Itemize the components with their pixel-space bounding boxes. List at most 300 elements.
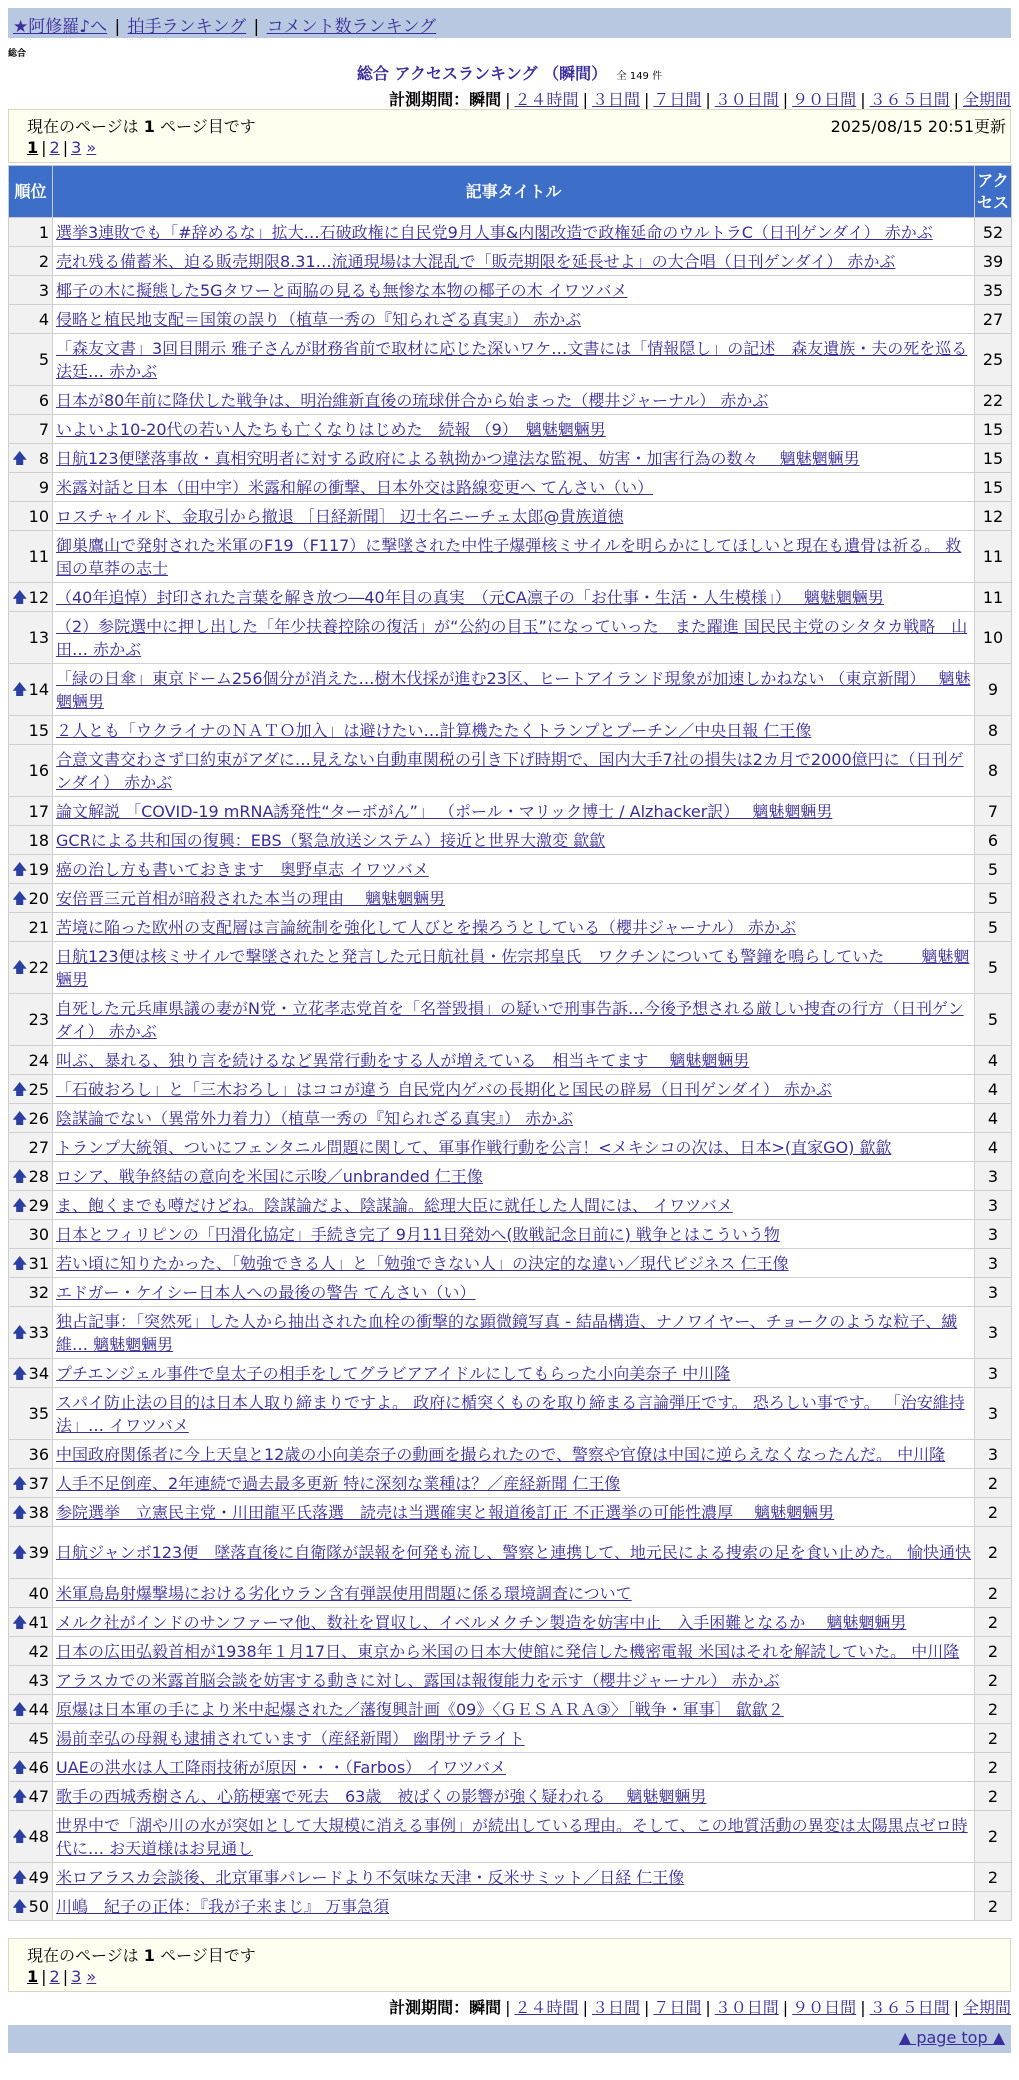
page-indicator-pre: 現在のページは xyxy=(27,1946,139,1965)
article-link[interactable]: 「緑の日傘」東京ドーム256個分が消えた…樹木伐採が進む23区、ヒートアイランド現象が加速しかねない （東京新聞） 魑魅魍魎男 xyxy=(56,668,971,711)
title-cell xyxy=(53,1666,975,1695)
title-cell xyxy=(53,942,975,994)
title-cell xyxy=(53,1359,975,1388)
table-row xyxy=(9,1220,1012,1249)
article-link[interactable]: メルク社がインドのサンファーマ他、数社を買収し、イベルメクチン製造を妨害中止 入手困難となるか 魑魅魍魎男 xyxy=(56,1612,907,1632)
access-count: 3 xyxy=(975,1359,1012,1388)
table-row xyxy=(9,664,1012,716)
table-row xyxy=(9,502,1012,531)
title-cell xyxy=(53,1608,975,1637)
title-cell xyxy=(53,884,975,913)
rank-cell xyxy=(9,1388,53,1440)
article-link[interactable]: 合意文書交わさず口約束がアダに…見えない自動車関税の引き下げ時期で、国内大手7社の損失は2カ月で2000億円に（日刊ゲンダイ） 赤かぶ xyxy=(56,749,964,792)
article-link[interactable]: 叫ぶ、暴れる、独り言を続けるなど異常行動をする人が増えている 相当キてます 魑魅魍魎男 xyxy=(56,1050,750,1070)
clap-ranking-link[interactable]: 拍手ランキング xyxy=(127,17,247,37)
rank-number: 26 xyxy=(28,1108,49,1128)
title-cell xyxy=(53,1892,975,1921)
table-row xyxy=(9,276,1012,305)
page-info-bottom xyxy=(8,1938,1011,1992)
article-link[interactable]: 癌の治し方も書いておきます 奥野卓志 イワツバメ xyxy=(56,859,429,879)
rank-cell xyxy=(9,218,53,247)
rank-number: 8 xyxy=(38,448,49,468)
title-cell xyxy=(53,1162,975,1191)
arrow-up-icon: 🡅 xyxy=(12,1612,28,1631)
pager-page-link[interactable]: 2 xyxy=(49,138,60,157)
article-link[interactable]: トランプ大統領、ついにフェンタニル問題に関して、軍事作戦行動を公言！<メキシコの次は、日本>(直家GO) 歙歙 xyxy=(56,1137,892,1157)
article-link[interactable]: アラスカでの米露首脳会談を妨害する動きに対し、露国は報復能力を示す（櫻井ジャーナル） 赤かぶ xyxy=(56,1670,780,1690)
period-separator: | xyxy=(860,1998,866,2017)
period-separator: | xyxy=(860,90,866,109)
period-label: 計測期間： xyxy=(389,90,470,109)
title-cell xyxy=(53,1695,975,1724)
rank-cell xyxy=(9,1579,53,1608)
article-link[interactable]: 日本の広田弘毅首相が1938年１月17日、東京から米国の日本大使館に発信した機密電報 米国はそれを解読していた。 中川隆 xyxy=(56,1641,960,1661)
rank-cell xyxy=(9,1637,53,1666)
rank-number: 37 xyxy=(28,1473,49,1493)
rank-number: 20 xyxy=(28,888,49,908)
period-option[interactable]: ３６５日間 xyxy=(869,1998,950,2017)
table-row xyxy=(9,913,1012,942)
access-count: 3 xyxy=(975,1191,1012,1220)
title-cell xyxy=(53,583,975,612)
rank-number: 19 xyxy=(28,859,49,879)
rank-cell xyxy=(9,1666,53,1695)
rank-cell xyxy=(9,1608,53,1637)
arrow-up-icon: 🡅 xyxy=(12,1195,28,1214)
table-row xyxy=(9,1359,1012,1388)
period-option[interactable]: ３日間 xyxy=(591,1998,640,2017)
period-option[interactable]: ９０日間 xyxy=(792,90,857,109)
title-cell xyxy=(53,1782,975,1811)
article-link[interactable]: 米露対話と日本（田中宇）米露和解の衝撃、日本外交は路線変更へ てんさい（い） xyxy=(56,477,654,497)
rank-cell xyxy=(9,664,53,716)
article-link[interactable]: ロスチャイルド、金取引から撤退 ［日経新聞］ 辺士名ニーチェ太郎@貴族道徳 xyxy=(56,506,624,526)
access-count: 2 xyxy=(975,1695,1012,1724)
table-row xyxy=(9,1608,1012,1637)
rank-cell xyxy=(9,415,53,444)
access-count: 35 xyxy=(975,276,1012,305)
title-cell xyxy=(53,826,975,855)
article-link[interactable]: 安倍晋三元首相が暗殺された本当の理由 魑魅魍魎男 xyxy=(56,888,446,908)
table-row xyxy=(9,1892,1012,1921)
access-count: 2 xyxy=(975,1579,1012,1608)
rank-cell xyxy=(9,612,53,664)
period-selector-bottom xyxy=(389,1995,1011,2018)
article-link[interactable]: 若い頃に知りたかった、「勉強できる人」と「勉強できない人」の決定的な違い／現代ビジネス 仁王像 xyxy=(56,1253,789,1273)
access-count: 3 xyxy=(975,1162,1012,1191)
rank-number: 36 xyxy=(28,1444,49,1464)
table-row xyxy=(9,583,1012,612)
table-row xyxy=(9,1579,1012,1608)
period-selector-top xyxy=(389,87,1011,110)
article-link[interactable]: 選挙3連敗でも「#辞めるな」拡大…石破政権に自民党9月人事&内閣改造で政権延命のウルトラC（日刊ゲンダイ） 赤かぶ xyxy=(56,222,933,242)
comment-ranking-link[interactable]: コメント数ランキング xyxy=(266,17,437,37)
rank-cell xyxy=(9,1440,53,1469)
period-separator: | xyxy=(643,1998,650,2017)
article-link[interactable]: 人手不足倒産、2年連続で過去最多更新 特に深刻な業種は？／産経新聞 仁王像 xyxy=(56,1473,621,1493)
rank-cell xyxy=(9,855,53,884)
rank-cell xyxy=(9,305,53,334)
rank-number: 2 xyxy=(38,251,49,271)
arrow-up-icon: 🡅 xyxy=(12,1166,28,1185)
table-row xyxy=(9,1469,1012,1498)
rank-number: 25 xyxy=(28,1079,49,1099)
rank-cell xyxy=(9,884,53,913)
rank-number: 28 xyxy=(28,1166,49,1186)
article-link[interactable]: 歌手の西城秀樹さん、心筋梗塞で死去 63歳 被ばくの影響が強く疑われる 魑魅魍魎男 xyxy=(56,1786,707,1806)
article-link[interactable]: 米ロアラスカ会談後、北京軍事パレードより不気味な天津・反米サミット／日経 仁王像 xyxy=(56,1867,685,1887)
title-cell xyxy=(53,1220,975,1249)
category-label: 総合 xyxy=(8,49,27,59)
access-count: 4 xyxy=(975,1075,1012,1104)
table-row xyxy=(9,1278,1012,1307)
rank-number: 10 xyxy=(28,506,49,526)
rank-number: 32 xyxy=(28,1282,49,1302)
period-option[interactable]: ７日間 xyxy=(653,90,702,109)
rank-number: 14 xyxy=(28,680,49,699)
period-option[interactable]: ２４時間 xyxy=(514,1998,579,2017)
page-top-link[interactable]: ▲ page top ▲ xyxy=(898,2028,1005,2047)
title-cell xyxy=(53,1388,975,1440)
access-count: 8 xyxy=(975,716,1012,745)
rank-cell xyxy=(9,826,53,855)
table-row xyxy=(9,386,1012,415)
article-link[interactable]: UAEの洪水は人工降雨技術が原因・・・（Farbos） イワツバメ xyxy=(56,1757,506,1777)
title-cell xyxy=(53,1498,975,1527)
article-link[interactable]: 陰謀論でない（異常外力着力）（植草一秀の『知られざる真実』） 赤かぶ xyxy=(56,1108,574,1128)
period-separator: | xyxy=(505,1998,511,2017)
rank-cell xyxy=(9,994,53,1046)
title-cell xyxy=(53,502,975,531)
rank-number: 17 xyxy=(28,801,49,821)
rank-cell xyxy=(9,1811,53,1863)
page-indicator-number: 1 xyxy=(143,1946,155,1965)
table-row xyxy=(9,444,1012,473)
table-row xyxy=(9,612,1012,664)
pager-next-link[interactable]: » xyxy=(86,1967,97,1986)
page-indicator-pre: 現在のページは xyxy=(27,117,139,136)
article-link[interactable]: 論文解説 「COVID-19 mRNA誘発性“ターボがん”」 （ポール・マリック博士 / Alzhacker訳） 魑魅魍魎男 xyxy=(56,801,833,821)
rank-number: 50 xyxy=(28,1896,49,1916)
table-row xyxy=(9,1249,1012,1278)
access-count: 10 xyxy=(975,612,1012,664)
title-cell xyxy=(53,334,975,386)
rank-cell xyxy=(9,386,53,415)
access-count: 22 xyxy=(975,386,1012,415)
article-link[interactable]: ま、飽くまでも噂だけどね。陰謀論だよ、陰謀論。総理大臣に就任した人間には、 イワツバメ xyxy=(56,1195,733,1215)
pager-page-link[interactable]: 3 xyxy=(71,1967,82,1986)
period-option-active: 瞬間 xyxy=(469,1998,502,2017)
article-link[interactable]: 日航ジャンボ123便 墜落直後に自衛隊が誤報を何発も流し、警察と連携して、地元民による捜索の足を食い止めた。 愉快通快 xyxy=(56,1543,971,1562)
rank-number: 7 xyxy=(38,419,49,439)
rank-number: 18 xyxy=(28,830,49,850)
page-title: 総合 アクセスランキング （瞬間） xyxy=(356,64,608,83)
table-row xyxy=(9,1133,1012,1162)
table-row xyxy=(9,334,1012,386)
article-link[interactable]: ロシア、戦争終結の意向を米国に示唆／unbranded 仁王像 xyxy=(56,1166,483,1186)
arrow-up-icon: 🡅 xyxy=(12,1079,28,1098)
access-count: 5 xyxy=(975,913,1012,942)
access-count: 3 xyxy=(975,1278,1012,1307)
article-link[interactable]: スパイ防止法の目的は日本人取り締まりですよ。 政府に楯突くものを取り締まる言論弾圧です。 恐ろしい事です。 「治安維持法」… イワツバメ xyxy=(56,1392,965,1435)
period-option[interactable]: ３０日間 xyxy=(714,1998,779,2017)
arrow-up-icon: 🡅 xyxy=(12,859,28,878)
title-cell xyxy=(53,1046,975,1075)
period-separator: | xyxy=(582,1998,588,2017)
rank-number: 3 xyxy=(38,280,49,300)
table-row xyxy=(9,1863,1012,1892)
article-link[interactable]: エドガー・ケイシー日本人への最後の警告 てんさい（い） xyxy=(56,1282,476,1302)
article-link[interactable]: 参院選挙 立憲民主党・川田龍平氏落選 読売は当選確実と報道後訂正 不正選挙の可能性濃厚 魑魅魍魎男 xyxy=(56,1502,835,1522)
rank-number: 35 xyxy=(28,1404,49,1423)
rank-number: 39 xyxy=(28,1543,49,1562)
table-row xyxy=(9,1307,1012,1359)
article-link[interactable]: 「森友文書」3回目開示 雅子さんが財務省前で取材に応じた深いワケ…文書には「情報隠し」の記述 森友遺族・夫の死を巡る法廷… 赤かぶ xyxy=(56,338,968,381)
article-link[interactable]: 中国政府関係者に今上天皇と12歳の小向美奈子の動画を撮られたので、警察や官僚は中国に逆らえなくなったんだ。 中川隆 xyxy=(56,1444,946,1464)
access-count: 3 xyxy=(975,1220,1012,1249)
rank-number: 41 xyxy=(28,1612,49,1632)
article-link[interactable]: 椰子の木に擬態した5Gタワーと両脇の見るも無惨な本物の椰子の木 イワツバメ xyxy=(56,280,628,300)
title-cell xyxy=(53,1278,975,1307)
table-row xyxy=(9,1753,1012,1782)
access-count: 3 xyxy=(975,1307,1012,1359)
rank-number: 34 xyxy=(28,1363,49,1383)
rank-cell xyxy=(9,913,53,942)
article-link[interactable]: （40年追悼）封印された言葉を解き放つ―40年目の真実 （元CA凛子の「お仕事・生活・人生模様」） 魑魅魍魎男 xyxy=(56,587,884,607)
period-separator: | xyxy=(705,1998,711,2017)
page-indicator xyxy=(27,114,256,137)
period-separator: | xyxy=(953,1998,959,2017)
rank-cell xyxy=(9,716,53,745)
title-cell xyxy=(53,1133,975,1162)
title-cell xyxy=(53,415,975,444)
article-link[interactable]: 湯前幸弘の母親も逮捕されています（産経新聞） 幽閉サテライト xyxy=(56,1728,525,1748)
access-count: 5 xyxy=(975,994,1012,1046)
title-cell xyxy=(53,1191,975,1220)
article-link[interactable]: プチエンジェル事件で皇太子の相手をしてグラビアアイドルにしてもらった小向美奈子 中川隆 xyxy=(56,1363,731,1383)
article-link[interactable]: 日本とフィリピンの「円滑化協定」手続き完了 9月11日発効へ(敗戦記念日前に) 戦争とはこういう物 xyxy=(56,1224,780,1244)
pager-page-link[interactable]: 3 xyxy=(71,138,82,157)
title-cell xyxy=(53,218,975,247)
rank-number: 31 xyxy=(28,1253,49,1273)
title-cell xyxy=(53,444,975,473)
top-nav-bar xyxy=(8,8,1011,38)
access-count: 3 xyxy=(975,1440,1012,1469)
period-separator: | xyxy=(782,1998,789,2017)
table-row xyxy=(9,1191,1012,1220)
title-cell xyxy=(53,276,975,305)
rank-cell xyxy=(9,502,53,531)
access-count: 2 xyxy=(975,1724,1012,1753)
pager-top xyxy=(27,138,96,157)
access-count: 2 xyxy=(975,1637,1012,1666)
article-link[interactable]: 日航123便は核ミサイルで撃墜されたと発言した元日航社員・佐宗邦皇氏 ワクチンについても警鐘を鳴らしていた 魑魅魍魎男 xyxy=(56,946,970,989)
rank-number: 27 xyxy=(28,1137,49,1157)
title-cell xyxy=(53,247,975,276)
table-row xyxy=(9,1724,1012,1753)
rank-cell xyxy=(9,1359,53,1388)
title-cell xyxy=(53,1104,975,1133)
article-link[interactable]: 自死した元兵庫県議の妻がN党・立花孝志党首を「名誉毀損」の疑いで刑事告訴…今後予想される厳しい捜査の行方（日刊ゲンダイ） 赤かぶ xyxy=(56,998,964,1041)
period-option[interactable]: ７日間 xyxy=(653,1998,702,2017)
rank-cell xyxy=(9,797,53,826)
rank-number: 11 xyxy=(28,547,49,566)
article-link[interactable]: 原爆は日本軍の手により米中起爆された／藩復興計画《09》〈ＧＥＳＡＲＡ③〉［戦争・軍事］ 歙歙２ xyxy=(56,1699,784,1719)
title-cell xyxy=(53,1075,975,1104)
title-cell xyxy=(53,473,975,502)
table-row xyxy=(9,1104,1012,1133)
access-count: 2 xyxy=(975,1666,1012,1695)
table-row xyxy=(9,855,1012,884)
access-count: 5 xyxy=(975,884,1012,913)
pager-separator: | xyxy=(41,138,47,157)
access-count: 5 xyxy=(975,855,1012,884)
period-option[interactable]: ３０日間 xyxy=(714,90,779,109)
period-option[interactable]: ９０日間 xyxy=(792,1998,857,2017)
table-row xyxy=(9,531,1012,583)
arrow-up-icon: 🡅 xyxy=(12,888,28,907)
arrow-up-icon: 🡅 xyxy=(12,958,28,976)
table-row xyxy=(9,1388,1012,1440)
arrow-up-icon: 🡅 xyxy=(12,1543,28,1561)
period-option[interactable]: ３６５日間 xyxy=(869,90,950,109)
article-link[interactable]: 御巣鷹山で発射された米軍のF19（F117）に撃墜された中性子爆弾核ミサイルを明らかにしてほしいと現在も遺骨は祈る。 救国の草莽の志士 xyxy=(56,535,962,578)
article-link[interactable]: （2）参院選中に押し出した「年少扶養控除の復活」が“公約の目玉”になっていった また躍進 国民民主党のシタタカ戦略 山田… 赤かぶ xyxy=(56,616,968,659)
table-row xyxy=(9,1162,1012,1191)
pager-bottom xyxy=(27,1967,96,1986)
title-cell xyxy=(53,386,975,415)
rank-number: 1 xyxy=(38,222,49,242)
rank-number: 13 xyxy=(28,628,49,647)
access-count: 8 xyxy=(975,745,1012,797)
title-column-header: 記事タイトル xyxy=(53,166,975,218)
rank-cell xyxy=(9,1133,53,1162)
rank-cell xyxy=(9,1249,53,1278)
rank-cell xyxy=(9,1162,53,1191)
rank-cell xyxy=(9,247,53,276)
page-title-line xyxy=(0,61,1019,84)
rank-cell xyxy=(9,1191,53,1220)
page-indicator xyxy=(27,1943,256,1966)
access-count: 39 xyxy=(975,247,1012,276)
table-row xyxy=(9,884,1012,913)
rank-number: 9 xyxy=(38,477,49,497)
total-count: 全 149 件 xyxy=(616,71,663,82)
arrow-up-icon: 🡅 xyxy=(12,1473,28,1492)
home-link[interactable]: ★阿修羅♪へ xyxy=(13,17,108,37)
arrow-up-icon: 🡅 xyxy=(12,587,28,606)
rank-cell xyxy=(9,334,53,386)
pager-current-page: 1 xyxy=(27,138,39,157)
article-link[interactable]: 世界中で「湖や川の水が突如として大規模に消える事例」が続出している理由。そして、この地質活動の異変は太陽黒点ゼロ時代に… お天道様はお見通し xyxy=(56,1815,968,1858)
rank-cell xyxy=(9,1075,53,1104)
article-link[interactable]: 侵略と植民地支配＝国策の誤り（植草一秀の『知られざる真実』） 赤かぶ xyxy=(56,309,582,329)
article-link[interactable]: GCRによる共和国の復興：EBS（緊急放送システム）接近と世界大激変 歙歙 xyxy=(56,830,606,850)
rank-cell xyxy=(9,444,53,473)
rank-cell xyxy=(9,276,53,305)
article-link[interactable]: ２人とも「ウクライナのＮＡＴＯ加入」は避けたい…計算機たたくトランプとプーチン／中央日報 仁王像 xyxy=(56,720,812,740)
pager-separator: | xyxy=(62,138,69,157)
rank-number: 33 xyxy=(28,1323,49,1342)
rank-cell xyxy=(9,942,53,994)
title-cell xyxy=(53,1811,975,1863)
title-cell xyxy=(53,1307,975,1359)
table-row xyxy=(9,1666,1012,1695)
article-link[interactable]: 「石破おろし」と「三木おろし」はココが違う 自民党内ゲバの長期化と国民の辟易（日刊ゲンダイ） 赤かぶ xyxy=(56,1079,832,1099)
arrow-up-icon: 🡅 xyxy=(12,1108,28,1127)
access-count: 12 xyxy=(975,502,1012,531)
title-cell xyxy=(53,664,975,716)
arrow-up-icon: 🡅 xyxy=(12,1502,28,1521)
table-row xyxy=(9,415,1012,444)
pager-next-link[interactable]: » xyxy=(86,138,97,157)
table-row xyxy=(9,1075,1012,1104)
article-link[interactable]: 川嶋 紀子の正体：『我が子来まじ』 万事急須 xyxy=(56,1896,390,1916)
arrow-up-icon: 🡅 xyxy=(12,1363,28,1382)
access-count: 6 xyxy=(975,826,1012,855)
pager-separator: | xyxy=(62,1967,69,1986)
arrow-up-icon: 🡅 xyxy=(12,1786,28,1805)
table-row xyxy=(9,1782,1012,1811)
rank-cell xyxy=(9,473,53,502)
article-link[interactable]: いよいよ10-20代の若い人たちも亡くなりはじめた 続報 （9） 魑魅魍魎男 xyxy=(56,419,606,439)
article-link[interactable]: 独占記事：「突然死」した人から抽出された血栓の衝撃的な顕微鏡写真 - 結晶構造、ナノワイヤー、チョークのような粒子、繊維… 魑魅魍魎男 xyxy=(56,1311,958,1354)
page-indicator-number: 1 xyxy=(143,117,155,136)
table-row xyxy=(9,826,1012,855)
period-separator: | xyxy=(705,90,711,109)
article-link[interactable]: 日航123便墜落事故・真相究明者に対する政府による執拗かつ違法な監視、妨害・加害行為の数々 魑魅魍魎男 xyxy=(56,448,860,468)
rank-number: 16 xyxy=(28,761,49,780)
period-option[interactable]: ３日間 xyxy=(591,90,640,109)
rank-number: 6 xyxy=(38,390,49,410)
rank-number: 24 xyxy=(28,1050,49,1070)
rank-number: 22 xyxy=(28,958,49,977)
rank-cell xyxy=(9,1278,53,1307)
title-cell xyxy=(53,1527,975,1579)
rank-cell xyxy=(9,1863,53,1892)
article-link[interactable]: 日本が80年前に降伏した戦争は、明治維新直後の琉球併合から始まった（櫻井ジャーナル） 赤かぶ xyxy=(56,390,769,410)
rank-number: 47 xyxy=(28,1786,49,1806)
access-count: 2 xyxy=(975,1608,1012,1637)
title-cell xyxy=(53,913,975,942)
nav-separator: | xyxy=(253,17,260,37)
rank-number: 4 xyxy=(38,309,49,329)
access-count: 2 xyxy=(975,1811,1012,1863)
arrow-up-icon: 🡅 xyxy=(12,448,28,467)
period-option[interactable]: 全期間 xyxy=(962,90,1011,109)
page-indicator-post: ページ目です xyxy=(160,1946,256,1965)
access-count: 2 xyxy=(975,1527,1012,1579)
title-cell xyxy=(53,1724,975,1753)
rank-cell xyxy=(9,583,53,612)
rank-cell xyxy=(9,745,53,797)
table-row xyxy=(9,218,1012,247)
access-count: 15 xyxy=(975,444,1012,473)
access-count: 11 xyxy=(975,531,1012,583)
pager-page-link[interactable]: 2 xyxy=(49,1967,60,1986)
access-count: 2 xyxy=(975,1469,1012,1498)
arrow-up-icon: 🡅 xyxy=(12,680,28,698)
rank-cell xyxy=(9,1469,53,1498)
period-option[interactable]: 全期間 xyxy=(962,1998,1011,2017)
title-cell xyxy=(53,305,975,334)
pager-separator: | xyxy=(41,1967,47,1986)
article-link[interactable]: 苦境に陥った欧州の支配層は言論統制を強化して人びとを操ろうとしている（櫻井ジャーナル） 赤かぶ xyxy=(56,917,796,937)
period-option[interactable]: ２４時間 xyxy=(514,90,579,109)
rank-cell xyxy=(9,1104,53,1133)
article-link[interactable]: 売れ残る備蓄米、迫る販売期限8.31…流通現場は大混乱で「販売期限を延長せよ」の大合唱（日刊ゲンダイ） 赤かぶ xyxy=(56,251,896,271)
article-link[interactable]: 米軍鳥島射爆撃場における劣化ウラン含有弾誤使用問題に係る環境調査について xyxy=(56,1583,632,1603)
